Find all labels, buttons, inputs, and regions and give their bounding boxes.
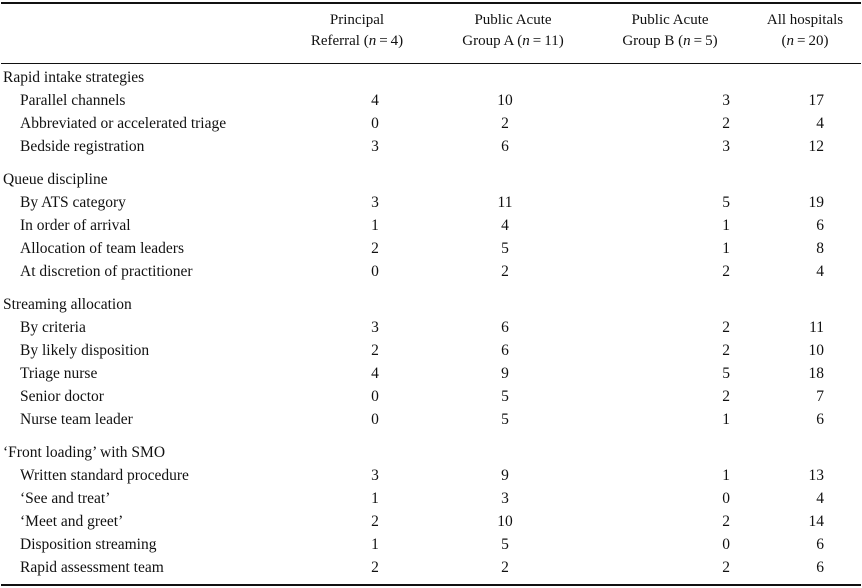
- principal-referral-value: 3: [371, 319, 379, 336]
- all-hospitals-value: 7: [816, 388, 824, 405]
- header-rule: [1, 63, 861, 64]
- all-hospitals-value: 11: [809, 319, 824, 336]
- row-label: At discretion of practitioner: [20, 263, 193, 280]
- group-a-value: 2: [501, 115, 509, 132]
- top-rule: [1, 2, 861, 4]
- row-label: Written standard procedure: [20, 467, 189, 484]
- section-header-row: [0, 293, 862, 316]
- row-label: Allocation of team leaders: [20, 240, 184, 257]
- row-label: Disposition streaming: [20, 536, 157, 553]
- table-row: [0, 191, 862, 214]
- group-b-value: 1: [722, 217, 730, 234]
- group-a-value: 6: [501, 342, 509, 359]
- group-b-value: 0: [722, 490, 730, 507]
- group-b-value: 1: [722, 240, 730, 257]
- principal-referral-value: 1: [371, 490, 379, 507]
- principal-referral-value: 2: [371, 559, 379, 576]
- principal-referral-value: 0: [371, 263, 379, 280]
- data-table: [0, 66, 862, 579]
- section-spacer: [0, 283, 862, 293]
- table-row: [0, 533, 862, 556]
- table-row: [0, 464, 862, 487]
- all-hospitals-value: 17: [808, 92, 824, 109]
- header-line2: Referral (n = 4): [310, 33, 404, 49]
- row-label: By criteria: [20, 319, 86, 336]
- group-a-value: 5: [501, 240, 509, 257]
- all-hospitals-value: 14: [808, 513, 824, 530]
- group-a-value: 9: [501, 365, 509, 382]
- group-b-value: 5: [722, 194, 730, 211]
- table-row: [0, 510, 862, 533]
- principal-referral-value: 4: [371, 92, 379, 109]
- section-title: Queue discipline: [3, 171, 108, 188]
- group-a-value: 5: [501, 536, 509, 553]
- principal-referral-value: 0: [371, 388, 379, 405]
- table-row: [0, 362, 862, 385]
- header-principal-referral: [299, 10, 415, 52]
- all-hospitals-value: 6: [816, 559, 824, 576]
- group-a-value: 10: [497, 513, 513, 530]
- table-row: [0, 260, 862, 283]
- principal-referral-value: 1: [371, 536, 379, 553]
- all-hospitals-value: 13: [808, 467, 824, 484]
- row-label: ‘Meet and greet’: [20, 513, 124, 530]
- table-row: [0, 89, 862, 112]
- group-a-value: 5: [501, 411, 509, 428]
- principal-referral-value: 3: [371, 467, 379, 484]
- group-b-value: 2: [722, 342, 730, 359]
- all-hospitals-value: 4: [816, 115, 824, 132]
- header-public-acute-a: [440, 10, 586, 52]
- row-label: By likely disposition: [20, 342, 150, 359]
- group-a-value: 2: [501, 559, 509, 576]
- group-b-value: 2: [722, 388, 730, 405]
- group-a-value: 6: [501, 138, 509, 155]
- header-line1: Principal: [329, 12, 385, 28]
- group-a-value: 4: [501, 217, 509, 234]
- table-row: [0, 135, 862, 158]
- group-a-value: 10: [497, 92, 513, 109]
- table-body: [0, 66, 862, 579]
- principal-referral-value: 2: [371, 513, 379, 530]
- header-line1: Public Acute: [631, 12, 709, 28]
- group-b-value: 2: [722, 559, 730, 576]
- header-all-hospitals: [752, 10, 858, 52]
- group-b-value: 5: [722, 365, 730, 382]
- section-spacer: [0, 158, 862, 168]
- group-a-value: 5: [501, 388, 509, 405]
- table-row: [0, 316, 862, 339]
- group-a-value: 2: [501, 263, 509, 280]
- principal-referral-value: 1: [371, 217, 379, 234]
- all-hospitals-value: 6: [816, 217, 824, 234]
- all-hospitals-value: 18: [808, 365, 824, 382]
- section-title: Streaming allocation: [3, 296, 132, 313]
- group-a-value: 9: [501, 467, 509, 484]
- header-line1: Public Acute: [474, 12, 552, 28]
- principal-referral-value: 3: [371, 138, 379, 155]
- all-hospitals-value: 12: [808, 138, 824, 155]
- section-header-row: [0, 168, 862, 191]
- section-header-row: [0, 66, 862, 89]
- group-b-value: 2: [722, 263, 730, 280]
- header-line2: Group B (n = 5): [622, 33, 718, 49]
- group-b-value: 1: [722, 467, 730, 484]
- row-label: Abbreviated or accelerated triage: [20, 115, 227, 132]
- section-spacer: [0, 431, 862, 441]
- principal-referral-value: 3: [371, 194, 379, 211]
- all-hospitals-value: 10: [808, 342, 824, 359]
- group-b-value: 0: [722, 536, 730, 553]
- all-hospitals-value: 19: [808, 194, 824, 211]
- section-title: ‘Front loading’ with SMO: [3, 444, 166, 461]
- row-label: Parallel channels: [20, 92, 126, 109]
- table-row: [0, 237, 862, 260]
- header-line2: (n = 20): [781, 33, 829, 49]
- row-label: Nurse team leader: [20, 411, 133, 428]
- section-title: Rapid intake strategies: [3, 69, 145, 86]
- all-hospitals-value: 6: [816, 536, 824, 553]
- table-row: [0, 339, 862, 362]
- group-a-value: 6: [501, 319, 509, 336]
- group-a-value: 11: [497, 194, 513, 211]
- group-b-value: 2: [722, 115, 730, 132]
- table-row: [0, 112, 862, 135]
- table-row: [0, 487, 862, 510]
- principal-referral-value: 2: [371, 342, 379, 359]
- group-b-value: 2: [722, 513, 730, 530]
- table-row: [0, 385, 862, 408]
- header-public-acute-b: [600, 10, 740, 52]
- table-row: [0, 556, 862, 579]
- group-b-value: 1: [722, 411, 730, 428]
- row-label: Rapid assessment team: [20, 559, 164, 576]
- section-header-row: [0, 441, 862, 464]
- row-label: By ATS category: [20, 194, 126, 211]
- bottom-rule: [1, 584, 861, 586]
- group-b-value: 3: [722, 138, 730, 155]
- table-row: [0, 408, 862, 431]
- row-label: ‘See and treat’: [20, 490, 111, 507]
- header-line2: Group A (n = 11): [462, 33, 564, 49]
- row-label: Triage nurse: [20, 365, 98, 382]
- row-label: Senior doctor: [20, 388, 104, 405]
- principal-referral-value: 0: [371, 115, 379, 132]
- row-label: Bedside registration: [20, 138, 145, 155]
- principal-referral-value: 0: [371, 411, 379, 428]
- row-label: In order of arrival: [20, 217, 131, 234]
- all-hospitals-value: 8: [816, 240, 824, 257]
- all-hospitals-value: 6: [816, 411, 824, 428]
- all-hospitals-value: 4: [816, 490, 824, 507]
- group-b-value: 2: [722, 319, 730, 336]
- principal-referral-value: 4: [371, 365, 379, 382]
- table-row: [0, 214, 862, 237]
- header-line1: All hospitals: [766, 12, 844, 28]
- all-hospitals-value: 4: [816, 263, 824, 280]
- principal-referral-value: 2: [371, 240, 379, 257]
- group-a-value: 3: [501, 490, 509, 507]
- group-b-value: 3: [722, 92, 730, 109]
